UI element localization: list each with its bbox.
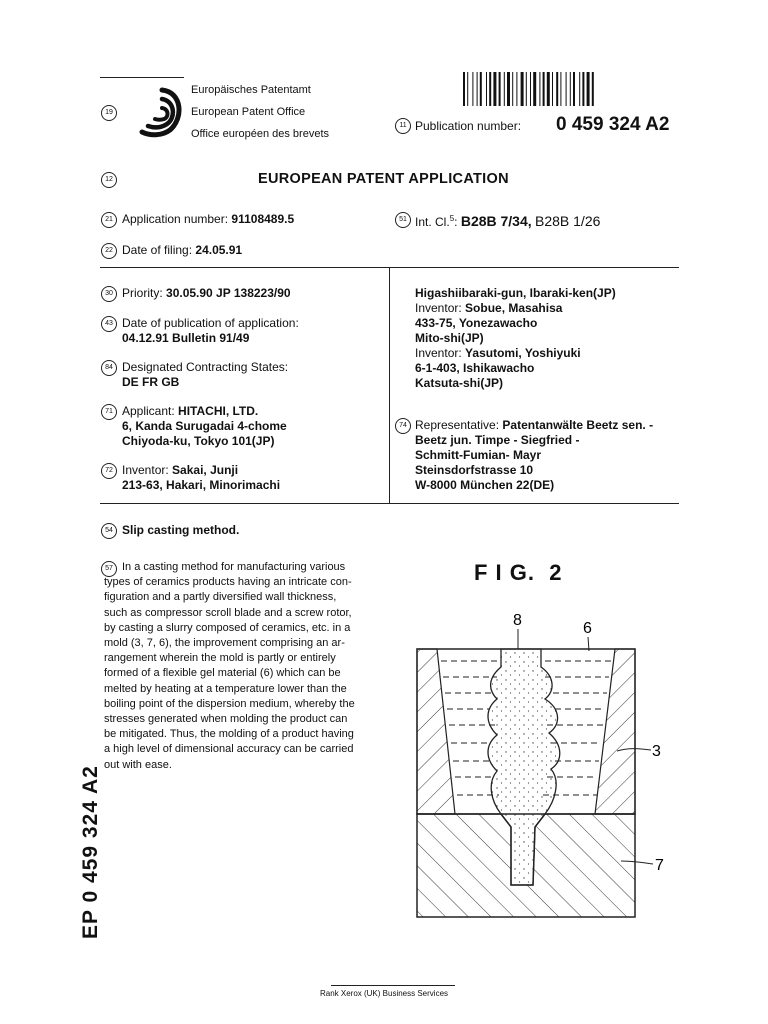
barcode-bar [489,72,491,106]
barcode-bar [543,72,545,106]
barcode-bar [556,72,558,106]
barcode-bar [504,72,505,106]
representative-line-4: Steinsdorfstrasse 10 [415,463,534,477]
mold-3-right-wall [595,649,635,814]
priority [122,286,291,301]
barcode-bar [570,72,571,106]
priority-value: 30.05.90 JP 138223/90 [166,286,291,300]
representative-line-2: Beetz jun. Timpe - Siegfried - [415,433,580,447]
priority-label: Priority: [122,286,163,300]
applicant-address-1: 6, Kanda Surugadai 4-chome [122,419,287,433]
barcode-bar [579,72,580,106]
barcode-bar [587,72,590,106]
inventor-1 [122,463,280,493]
barcode-bar [547,72,550,106]
barcode-bar [582,72,584,106]
barcode-bar [486,72,487,106]
abstract-line: by casting a slurry composed of ceramics, etc. in a [104,621,351,634]
barcode-bar [539,72,540,106]
barcode-bar [467,72,468,106]
applicant-label: Applicant: [122,404,175,418]
abstract-line: figuration and a partly diversified wall thickness, [104,591,337,604]
barcode-bar [507,72,510,106]
office-name-fr: Office européen des brevets [191,128,329,140]
int-cl-colon: : [454,215,458,229]
abstract-line: types of ceramics products having an intricate con- [104,576,352,589]
application-number-value: 91108489.5 [231,212,295,226]
barcode-bar [480,72,482,106]
int-cl-secondary: B28B 1/26 [535,213,601,229]
applicant-name: HITACHI, LTD. [178,404,259,418]
barcode-bar [530,72,531,106]
office-name-de: Europäisches Patentamt [191,84,311,96]
barcode-bar [560,72,561,106]
publication-number-label: Publication number: [415,119,522,133]
representative-line-3: Schmitt-Fumian- Mayr [415,448,542,462]
document-type: EUROPEAN PATENT APPLICATION [258,171,509,187]
mold-3-left-wall [417,649,455,814]
barcode-bar [477,72,478,106]
barcode-bar [516,72,517,106]
inventor-2-address-1: 433-75, Yonezawacho [415,316,538,330]
filing-date [122,243,242,258]
abstract-line: be mitigated. Thus, the molding of a product having [104,728,354,741]
publication-date-value: 04.12.91 Bulletin 91/49 [122,331,250,345]
applicant [122,404,287,449]
inventor-3-address-2: Katsuta-shi(JP) [415,376,504,390]
barcode-bar [472,72,473,106]
representative-label: Representative: [415,418,500,432]
abstract-line: stresses generated when molding the product can [104,713,348,726]
code-54-marker: 54 [101,523,117,539]
publication-date [122,316,299,346]
barcode-bar [526,72,527,106]
code-30-marker: 30 [101,286,117,302]
inventor-2-address-2: Mito-shi(JP) [415,331,484,345]
side-publication-number: EP 0 459 324 A2 [79,765,102,939]
bibliographic-divider [389,267,390,503]
abstract-line: formed of a flexible gel material (6) which can be [104,667,341,680]
code-11-marker: 11 [395,118,411,134]
publication-date-label: Date of publication of application: [122,316,299,330]
int-cl [415,210,600,231]
application-number [122,212,294,227]
int-cl-main: B28B 7/34, [460,213,532,229]
abstract-line: a high level of dimensional accuracy can be carried [104,743,354,756]
abstract-line: boiling point of the dispersion medium, whereby the [104,697,355,710]
filing-date-label: Date of filing: [122,243,193,257]
abstract-line: out with ease. [104,758,172,771]
inventor-2-name: Sobue, Masahisa [465,301,563,315]
label-3: 3 [652,743,661,760]
footer-rule [331,985,455,986]
inventor-2-label: Inventor: [415,301,462,315]
code-22-marker: 22 [101,243,117,259]
int-cl-label: Int. Cl. [415,215,450,229]
inventor-3-address-1: 6-1-403, Ishikawacho [415,361,535,375]
application-number-label: Application number: [122,212,229,226]
representative-line-1: Patentanwälte Beetz sen. - [502,418,654,432]
barcode-bar [499,72,501,106]
code-19-marker: 19 [101,105,117,121]
header-top-rule [100,77,184,78]
designated-states-label: Designated Contracting States: [122,360,289,374]
code-84-marker: 84 [101,360,117,376]
footer-printer: Rank Xerox (UK) Business Services [319,989,449,998]
barcode-bar [566,72,567,106]
invention-title: Slip casting method. [122,523,240,537]
code-51-marker: 51 [395,212,411,228]
label-7: 7 [655,857,664,874]
abstract-line: melted by heating at a temperature lower than the [104,682,347,695]
abstract-line: mold (3, 7, 6), the improvement comprising an ar- [104,637,345,650]
bibliographic-rule-bottom [100,503,679,504]
representative [415,418,653,493]
label-6: 6 [583,620,592,637]
abstract [104,560,376,773]
barcode-bar [463,72,465,106]
barcode-bar [521,72,524,106]
int-cl-sup: 5 [449,214,455,223]
code-43-marker: 43 [101,316,117,332]
office-name-en: European Patent Office [191,106,306,118]
inventor-1-address-cont: Higashiibaraki-gun, Ibaraki-ken(JP) [415,286,616,300]
inventor-1-address: 213-63, Hakari, Minorimachi [122,478,281,492]
applicant-address-2: Chiyoda-ku, Tokyo 101(JP) [122,434,275,448]
epo-logo [132,84,188,140]
code-21-marker: 21 [101,212,117,228]
code-71-marker: 71 [101,404,117,420]
abstract-line: rangement wherein the mold is partly or entirely [104,652,336,665]
code-74-marker: 74 [395,418,411,434]
figure-caption: F I G. 2 [474,560,563,585]
inventors-continued [415,286,616,391]
publication-number: 0 459 324 A2 [556,114,670,135]
barcode-bar [552,72,553,106]
abstract-line: In a casting method for manufacturing various [122,561,346,573]
code-57-marker: 57 [101,561,117,577]
filing-date-value: 24.05.91 [195,243,243,257]
code-72-marker: 72 [101,463,117,479]
label-8: 8 [513,612,522,629]
inventor-3-label: Inventor: [415,346,462,360]
barcode-bar [592,72,594,106]
abstract-line: such as compressor scroll blade and a screw rotor, [104,606,352,619]
barcode [463,72,679,106]
figure-2-drawing [405,605,685,935]
designated-states-value: DE FR GB [122,375,180,389]
inventor-3-name: Yasutomi, Yoshiyuki [465,346,581,360]
designated-states [122,360,288,390]
code-12-marker: 12 [101,172,117,188]
barcode-bar [493,72,496,106]
inventor-1-name: Sakai, Junji [172,463,239,477]
barcode-bar [512,72,513,106]
inventor-1-label: Inventor: [122,463,169,477]
representative-line-5: W-8000 München 22(DE) [415,478,555,492]
barcode-bar [573,72,575,106]
barcode-bar [533,72,536,106]
